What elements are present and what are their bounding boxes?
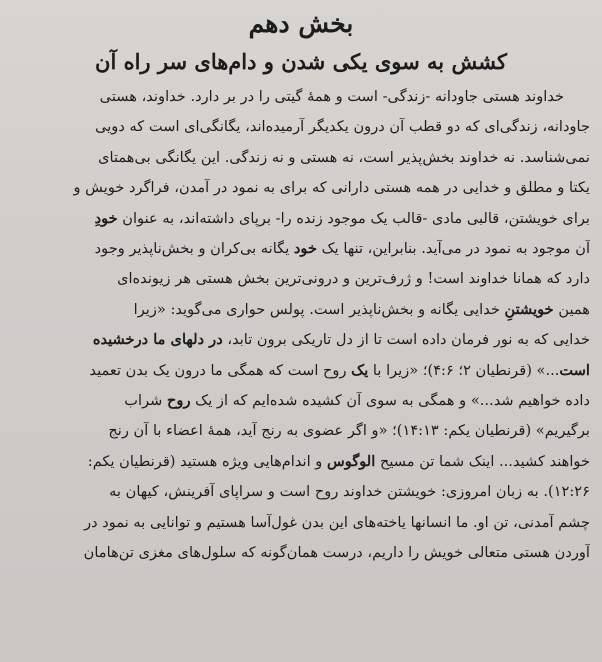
text-line (12, 234, 590, 264)
bold-text: خویشتنِ (504, 300, 554, 318)
bold-text: خودِ (94, 209, 118, 227)
text-segment: خواهند کشید... اینک شما تن مسیح (375, 452, 590, 470)
chapter-title: بخش دهم (248, 9, 354, 38)
text-line (12, 264, 590, 294)
text-segment: برای خویشتن، قالبی مادی -قالب یک موجود زنده را- برپای داشته‌اند، به عنوان (117, 209, 590, 227)
bold-text: یک (351, 361, 369, 379)
text-line (12, 173, 590, 203)
text-segment: روح است که همگی ما درون یک بدن تعمید (89, 361, 352, 379)
text-segment: و اندام‌هایی ویژه هستید (قرنطیان یکم: (87, 452, 327, 470)
bold-text: خود (293, 240, 317, 258)
text-segment: یگانه بی‌کران و بخش‌ناپذیر وجود (94, 240, 294, 258)
text-segment: شراب (124, 392, 168, 410)
text-line (12, 447, 590, 477)
text-line (12, 386, 590, 416)
text-line (12, 325, 590, 355)
text-line (12, 477, 590, 507)
bold-text: الوگوس (326, 452, 376, 470)
text-line (12, 416, 590, 446)
text-line (12, 538, 590, 568)
text-segment: یکتا و مطلق و خدایی در همه هستی دارانی که برای به نمود در آمدن، فراگرد خویش و (73, 179, 590, 197)
text-line (12, 508, 590, 538)
text-segment: دارد که همانا خداوند است! و ژرف‌ترین و درونی‌ترین بخش هستی هر زیونده‌ای (117, 270, 590, 288)
text-segment: جاودانه، زندگی‌ای که دو قطب آن درون یکدیگر آرمیده‌اند، یگانگی‌ای است که دویی (95, 118, 590, 136)
bold-text: روح (167, 392, 191, 410)
text-segment: خدایی یگانه و بخش‌ناپذیر است. پولس حواری می‌گوید: «زیرا (133, 300, 505, 318)
text-segment: برگیریم» (قرنطیان یکم: ۱۴:۱۳)؛ «و اگر عضوی به رنج آید، همهٔ اعضاء با آن رنج (108, 422, 590, 440)
text-segment: ۱۲:۲۶). به زبان امروزی: خویشتن خداوند روح است و سراپای آفرینش، کیهان به (109, 483, 590, 501)
text-line (12, 295, 590, 325)
text-segment: آن موجود به نمود در می‌آید. بنابراین، تنها یک (316, 240, 590, 258)
section-title-line: کشش به سوی یکی شدن و دام‌های سر راه آن (95, 49, 507, 74)
text-line (12, 112, 590, 142)
bold-text: است (559, 361, 590, 379)
text-line (12, 82, 590, 112)
text-segment: آوردن هستی متعالی خویش را داریم، درست همان‌گونه که سلول‌های مغزی تن‌هامان (83, 544, 590, 562)
text-line (12, 204, 590, 234)
text-segment: ...» (قرنطیان ۲؛ ۴:۶)؛ «زیرا با (368, 361, 560, 379)
text-segment: نمی‌شناسد. نه خداوند بخش‌پذیر است، نه هستی و نه زندگی. این یگانگی بی‌همتای (98, 148, 590, 166)
body-text (12, 82, 590, 569)
section-title (12, 48, 590, 76)
text-line (12, 356, 590, 386)
text-segment: چشم آمدنی، تن او. ما انسانها یاخته‌های این بدن غول‌آسا هستیم و توانایی به نمود در (84, 513, 590, 531)
text-line (12, 143, 590, 173)
text-segment: خدایی که به نور فرمان داده است تا از دل تاریکی برون تابد، (222, 331, 590, 349)
bold-text: در دلهای ما درخشیده (92, 331, 223, 349)
text-segment: همین (553, 300, 590, 318)
text-segment: داده خواهیم شد...» و همگی به سوی آن کشیده شده‌ایم که از یک (190, 392, 590, 410)
text-segment: خداوند هستی جاودانه -زندگی- است و همهٔ گیتی را در بر دارد. خداوند، هستی (99, 88, 564, 105)
